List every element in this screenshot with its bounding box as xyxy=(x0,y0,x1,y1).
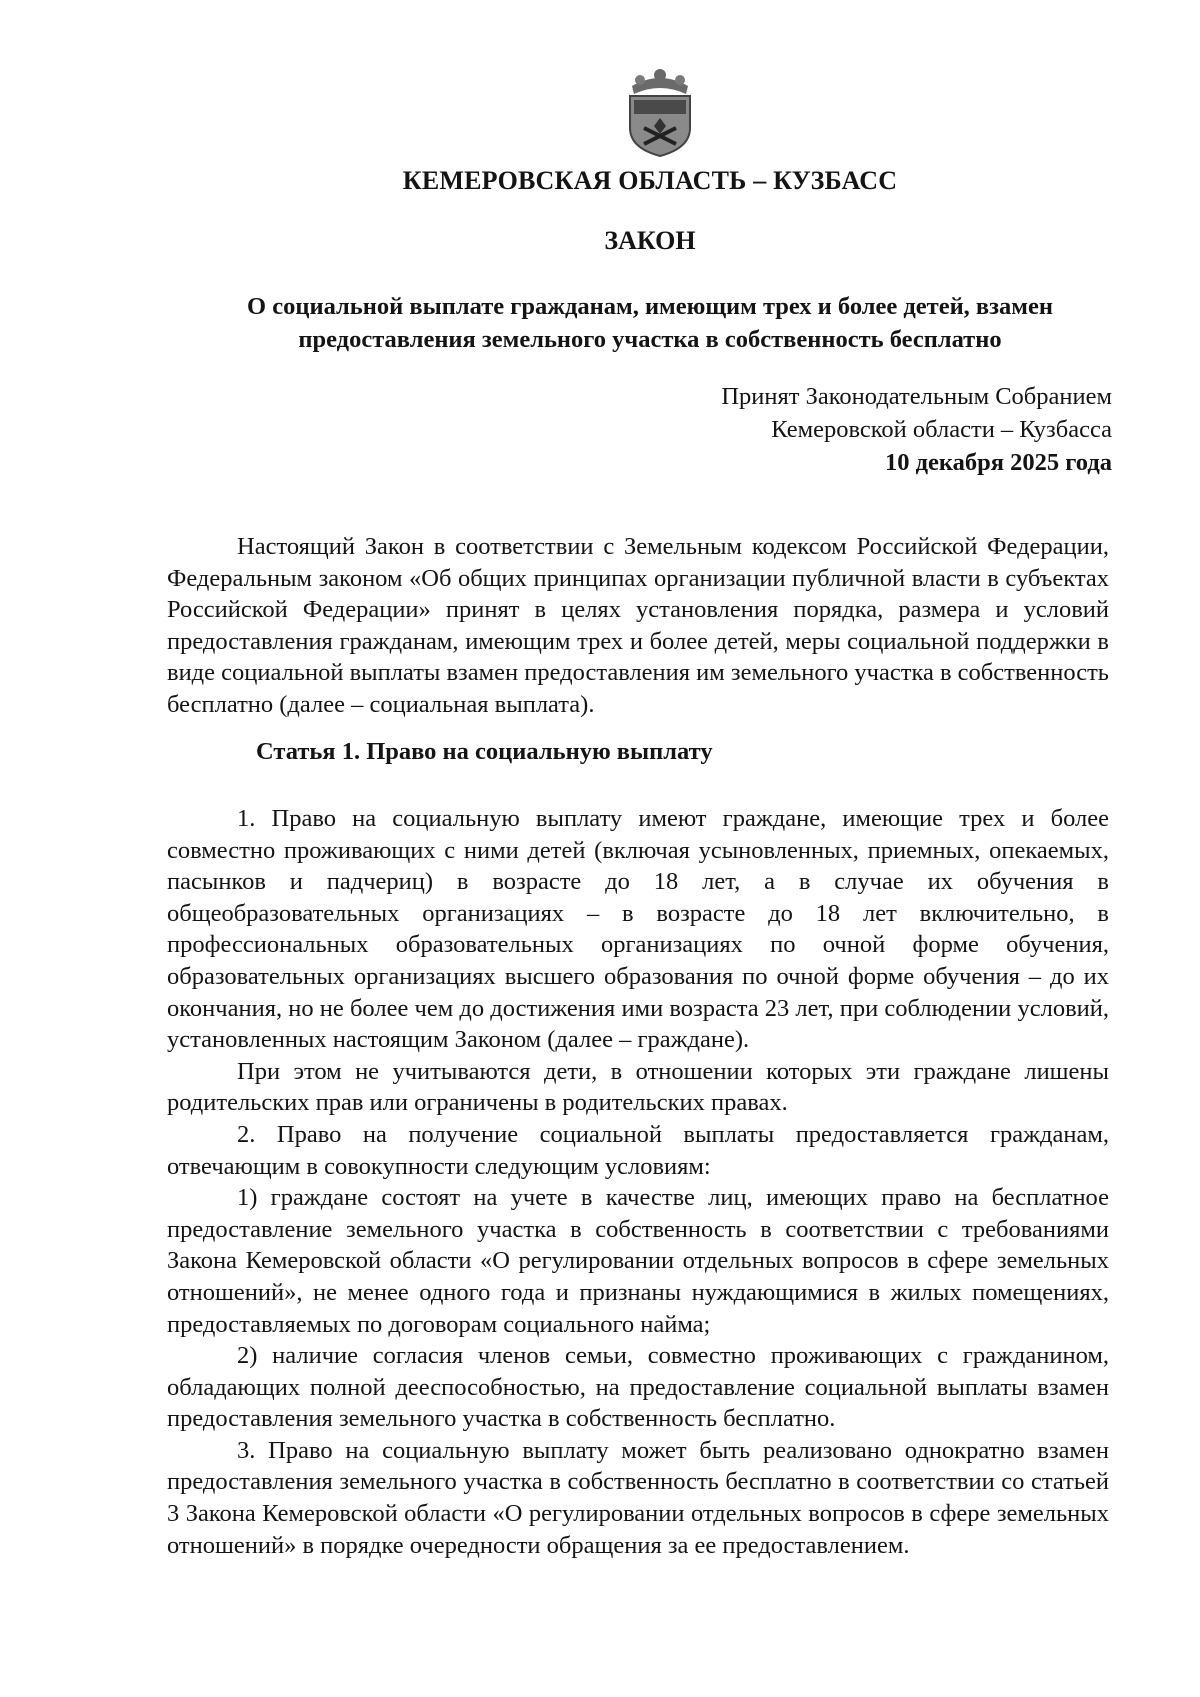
article-1-paragraph: 1. Право на социальную выплату имеют граждане, имеющие трех и более совместно проживающих с ними детей (включая усыновленных, приемных, опекаемых, пасынков и падчериц) в возрасте до 18 лет, а в случае их обучения в общеобразовательных организациях – в возрасте до 18 лет включительно, в профессиональных образовательных организациях по очной форме обучения, образовательных организациях высшего образования по очной форме обучения – до их окончания, но не более чем до достижения ими возраста 23 лет, при соблюдении условий, установленных настоящим Законом (далее – граждане). xyxy=(167,805,1109,1054)
article-1-paragraph: При этом не учитываются дети, в отношении которых эти граждане лишены родительских прав или ограничены в родительских правах. xyxy=(167,1057,1109,1117)
adoption-line-1: Принят Законодательным Собранием xyxy=(721,383,1112,410)
article-1-paragraph: 3. Право на социальную выплату может быть реализовано однократно взамен предоставления земельного участка в собственность бесплатно в соответствии со статьей 3 Закона Кемеровской области «О регулировании отдельных вопросов в сфере земельных отношений» в порядке очередности обращения за ее предоставлением. xyxy=(167,1436,1109,1559)
adoption-block xyxy=(721,380,1112,479)
document-type: ЗАКОН xyxy=(604,226,696,255)
adoption-line-2: Кемеровской области – Кузбасса xyxy=(771,416,1112,443)
adoption-date: 10 декабря 2025 года xyxy=(885,449,1112,476)
article-1-paragraph: 2) наличие согласия членов семьи, совместно проживающих с гражданином, обладающих полной дееспособностью, на предоставление социальной выплаты взамен предоставления земельного участка в собственность бесплатно. xyxy=(167,1342,1109,1433)
law-title: О социальной выплате гражданам, имеющим трех и более детей, взамен предоставления земельного участка в собственность бесплатно xyxy=(247,293,1053,353)
article-1-heading: Статья 1. Право на социальную выплату xyxy=(256,738,713,765)
preamble-paragraph: Настоящий Закон в соответствии с Земельным кодексом Российской Федерации, Федеральным законом «Об общих принципах организации публичной власти в субъектах Российской Федерации» принят в целях установления порядка, размера и условий предоставления гражданам, имеющим трех и более детей, меры социальной поддержки в виде социальной выплаты взамен предоставления им земельного участка в собственность бесплатно (далее – социальная выплата). xyxy=(167,533,1109,718)
article-1-body xyxy=(167,803,1109,1561)
preamble xyxy=(167,531,1109,721)
region-name: КЕМЕРОВСКАЯ ОБЛАСТЬ – КУЗБАСС xyxy=(402,166,898,195)
article-1-paragraph: 2. Право на получение социальной выплаты предоставляется гражданам, отвечающим в совокупности следующим условиям: xyxy=(167,1120,1109,1180)
coat-of-arms-emblem xyxy=(620,68,700,160)
article-1-paragraph: 1) граждане состоят на учете в качестве лиц, имеющих право на бесплатное предоставление земельного участка в собственность в соответствии с требованиями Закона Кемеровской области «О регулировании отдельных вопросов в сфере земельных отношений», не менее одного года и признаны нуждающимися в жилых помещениях, предоставляемых по договорам социального найма; xyxy=(167,1184,1109,1338)
